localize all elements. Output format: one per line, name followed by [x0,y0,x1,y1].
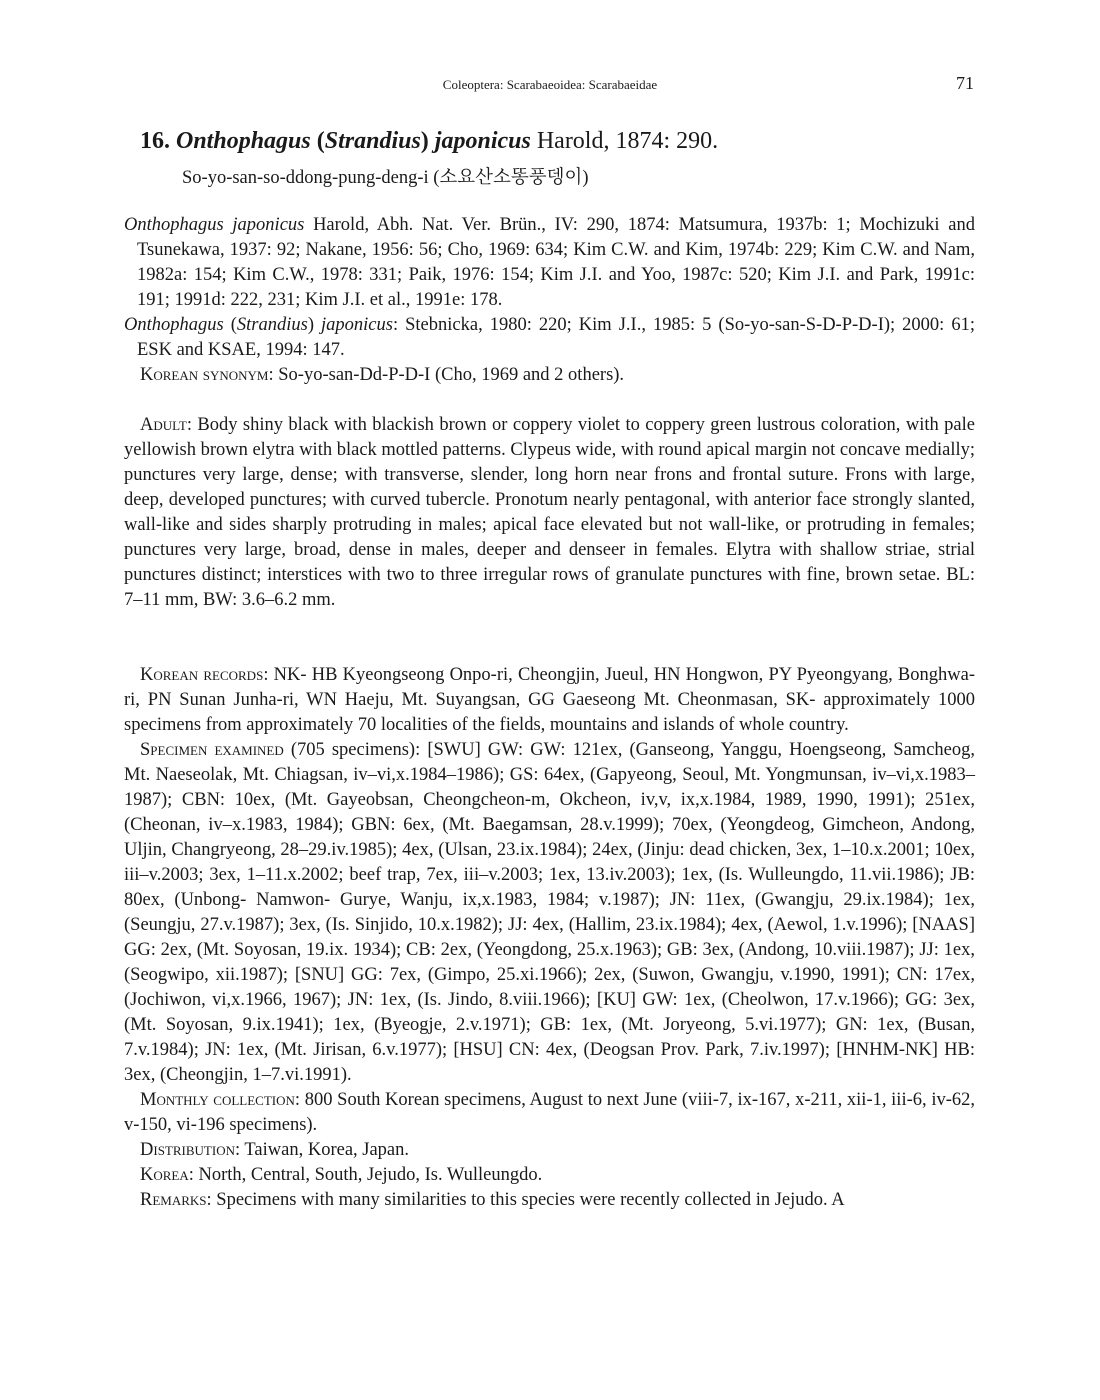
genus-name: Onthophagus [176,128,311,154]
korean-records-text: : NK- HB Kyeongseong Onpo-ri, Cheongjin, Jueul, HN Hongwon, PY Pyeongyang, Bonghwa-ri, PN Sunan Junha-ri, WN Haeju, Mt. Suyangsan, GG Gaeseong Mt. Cheonmasan, SK- approximately 1000 specimens from approximately 70 localities of the fields, mountains and islands of whole country. [124,665,975,735]
adult-description [124,413,975,613]
synonym-citations: : Stebnicka, 1980: 220; Kim J.I., 1985: 5 (So-yo-san-S-D-P-D-I); 2000: 61; ESK and KSAE, 1994: 147. [137,315,975,360]
subgenus-close: ) [420,128,429,154]
synonym-subgenus: Strandius [236,315,308,335]
specimen-examined [124,738,975,1088]
korean-common-name: So-yo-san-so-ddong-pung-deng-i (소요산소똥풍뎅이) [182,168,589,188]
specimen-examined-text: (705 specimens): [SWU] GW: GW: 121ex, (Ganseong, Yanggu, Hoengseong, Samcheog, Mt. Naeseolak, Mt. Chiagsan, iv–vi,x.1984–1986); GS: 64ex, (Gapyeong, Seoul, Mt. Yongmunsan, iv–vi,x.1983–1987); CBN: 10ex, (Mt. Gayeobsan, Cheongcheon-m, Okcheon, iv,v, ix,x.1984, 1989, 1990, 1991); 251ex, (Cheonan, iv–x.1983, 1984); GBN: 6ex, (Mt. Baegamsan, 28.v.1999); 70ex, (Yeongdeog, Gimcheon, Andong, Uljin, Changryeong, 28–29.iv.1985); 4ex, (Ulsan, 23.ix.1984); 24ex, (Jinju: dead chicken, 3ex, 1–10.x.2001; 10ex, iii–v.2003; 3ex, 1–11.x.2002; beef trap, 7ex, iii–v.2003; 1ex, 13.iv.2003); 1ex, (Is. Wulleungdo, 11.vii.1986); JB: 80ex, (Unbong- Namwon- Gurye, Wanju, ix,x.1983, 1984; v.1987); JN: 11ex, (Gwangju, 29.ix.1984); 1ex, (Seungju, 27.v.1987); 3ex, (Is. Sinjido, 10.x.1982); JJ: 4ex, (Hallim, 23.ix.1984); 4ex, (Aewol, 1.v.1996); [NAAS] GG: 2ex, (Mt. Soyosan, 19.ix. 1934); CB: 2ex, (Yeongdong, 25.x.1963); GB: 3ex, (Andong, 10.viii.1987); JJ: 1ex, (Seogwipo, xii.1987); [SNU] GG: 7ex, (Gimpo, 25.xi.1966); 2ex, (Suwon, Gwangju, v.1990, 1991); CN: 17ex, (Jochiwon, vi,x.1966, 1967); JN: 1ex, (Is. Jindo, 8.viii.1966); [KU] GW: 1ex, (Cheolwon, 17.v.1966); GG: 3ex, (Mt. Soyosan, 9.ix.1941); 1ex, (Byeogje, 2.v.1971); GB: 1ex, (Mt. Joryeong, 5.vi.1977); GN: 1ex, (Busan, 7.v.1984); JN: 1ex, (Mt. Jirisan, 6.v.1977); [HSU] CN: 4ex, (Deogsan Prov. Park, 7.iv.1997); [HNHM-NK] HB: 3ex, (Cheongjin, 1–7.vi.1991). [124,740,975,1085]
subgenus-open: ( [316,128,325,154]
korea-distribution [124,1163,975,1188]
adult-section [124,413,975,613]
distribution [124,1138,975,1163]
korean-synonym-text: : So-yo-san-Dd-P-D-I (Cho, 1969 and 2 others). [268,365,625,385]
records-section [124,663,975,1213]
subgenus-name: Strandius [324,128,421,154]
species-number: 16. [140,128,170,154]
species-epithet: japonicus [434,128,531,154]
distribution-label: Distribution [140,1140,235,1160]
korea-text: : North, Central, South, Jejudo, Is. Wulleungdo. [188,1165,543,1185]
korean-records [124,663,975,738]
monthly-collection-label: Monthly collection [140,1090,295,1110]
remarks [124,1188,975,1213]
specimen-examined-label: Specimen examined [140,740,284,760]
remarks-text: : Specimens with many similarities to this species were recently collected in Jejudo. A [206,1190,845,1210]
synonymy-entry [124,213,975,313]
synonymy-section [124,213,975,388]
korean-records-label: Korean records [140,665,264,685]
adult-label: Adult [140,415,187,435]
distribution-text: : Taiwan, Korea, Japan. [234,1140,410,1160]
synonym-citations: Harold, Abh. Nat. Ver. Brün., IV: 290, 1874: Matsumura, 1937b: 1; Mochizuki and Tsunekawa, 1937: 92; Nakane, 1956: 56; Cho, 1969: 634; Kim C.W. and Kim, 1974b: 229; Kim C.W. and Nam, 1982a: 154; Kim C.W., 1978: 331; Paik, 1976: 154; Kim J.I. and Yoo, 1987c: 520; Kim J.I. and Park, 1991c: 191; 1991d: 222, 231; Kim J.I. et al., 1991e: 178. [137,215,975,310]
synonymy-entry: Onthophagus (Strandius) japonicus: Stebnicka, 1980: 220; Kim J.I., 1985: 5 (So-yo-san-S-D-P-D-I); 2000: 61; ESK and KSAE, 1994: 147. [124,315,975,360]
page-number: 71 [956,73,974,93]
korean-synonym-label: Korean synonym [140,365,269,385]
synonym-name: Onthophagus japonicus [124,215,305,235]
monthly-collection [124,1088,975,1138]
synonym-genus: Onthophagus [124,315,224,335]
synonym-epithet: japonicus [321,315,393,335]
korean-synonym [124,363,975,388]
monthly-collection-text: : 800 South Korean specimens, August to next June (viii-7, ix-167, x-211, xii-1, iii-6, iv-62, v-150, vi-196 specimens). [124,1090,975,1135]
adult-text: : Body shiny black with blackish brown or coppery violet to coppery green lustrous coloration, with pale yellowish brown elytra with black mottled patterns. Clypeus wide, with round apical margin not concave medially; punctures very large, dense; with transverse, slender, long horn near frons and frontal suture. Frons with large, deep, developed punctures; with curved tubercle. Pronotum nearly pentagonal, with anterior face strongly slanted, wall-like and sides sharply protruding in males; apical face elevated but not wall-like, or protruding in females; punctures very large, broad, dense in males, deeper and denseer in females. Elytra with shallow striae, strial punctures distinct; interstices with two to three irregular rows of granulate punctures with fine, brown setae. BL: 7–11 mm, BW: 3.6–6.2 mm. [124,415,975,610]
korea-label: Korea [140,1165,189,1185]
species-authority: Harold, 1874: 290. [536,128,719,154]
remarks-label: Remarks [140,1190,207,1210]
species-title [140,128,718,155]
running-head: Coleoptera: Scarabaeoidea: Scarabaeidae [442,77,658,92]
